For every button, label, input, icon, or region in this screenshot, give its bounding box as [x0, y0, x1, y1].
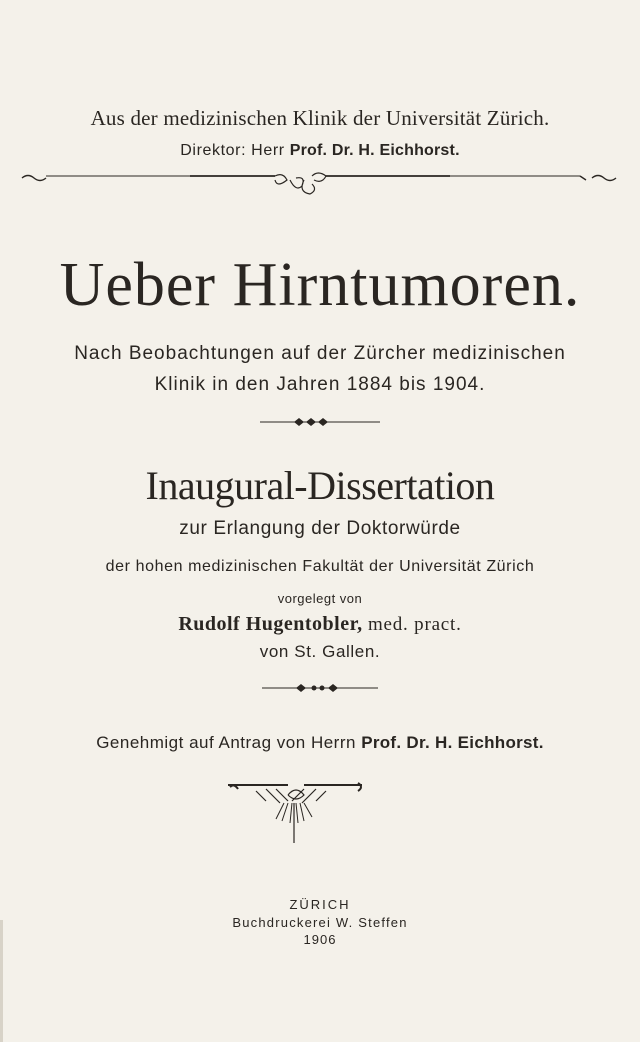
ornamental-rule-divider	[20, 168, 620, 198]
ornament-divider	[262, 680, 378, 696]
imprint-city: ZÜRICH	[289, 897, 351, 912]
author-origin: von St. Gallen.	[259, 642, 381, 661]
imprint-printer: Buchdruckerei W. Steffen	[232, 915, 408, 930]
director-line	[0, 142, 640, 160]
faculty-line: der hohen medizinischen Fakultät der Universität Zürich	[105, 558, 535, 575]
page-edge-shadow	[0, 920, 3, 1042]
approval-text: Genehmigt auf Antrag von Herrn	[96, 733, 356, 752]
subtitle-line-1: Nach Beobachtungen auf der Zürcher medizinischen	[74, 343, 566, 364]
approval-name: Prof. Dr. H. Eichhorst.	[361, 733, 544, 752]
main-title: Ueber Hirntumoren.	[59, 251, 581, 319]
dissertation-purpose: zur Erlangung der Doktorwürde	[179, 518, 461, 539]
author-degree: med. pract.	[367, 614, 462, 635]
diamond-divider	[260, 414, 380, 430]
dissertation-heading: Inaugural-Dissertation	[145, 463, 495, 508]
director-label: Direktor: Herr	[180, 142, 285, 159]
decorative-flourish-icon	[226, 781, 366, 849]
director-name: Prof. Dr. H. Eichhorst.	[289, 142, 460, 159]
imprint-year: 1906	[303, 932, 337, 947]
approval-line	[0, 733, 640, 753]
clinic-line: Aus der medizinischen Klinik der Universität Zürich.	[90, 106, 550, 130]
subtitle-line-2: Klinik in den Jahren 1884 bis 1904.	[154, 374, 486, 395]
presented-by: vorgelegt von	[277, 591, 363, 606]
author-line	[0, 613, 640, 636]
author-name: Rudolf Hugentobler,	[178, 613, 363, 635]
